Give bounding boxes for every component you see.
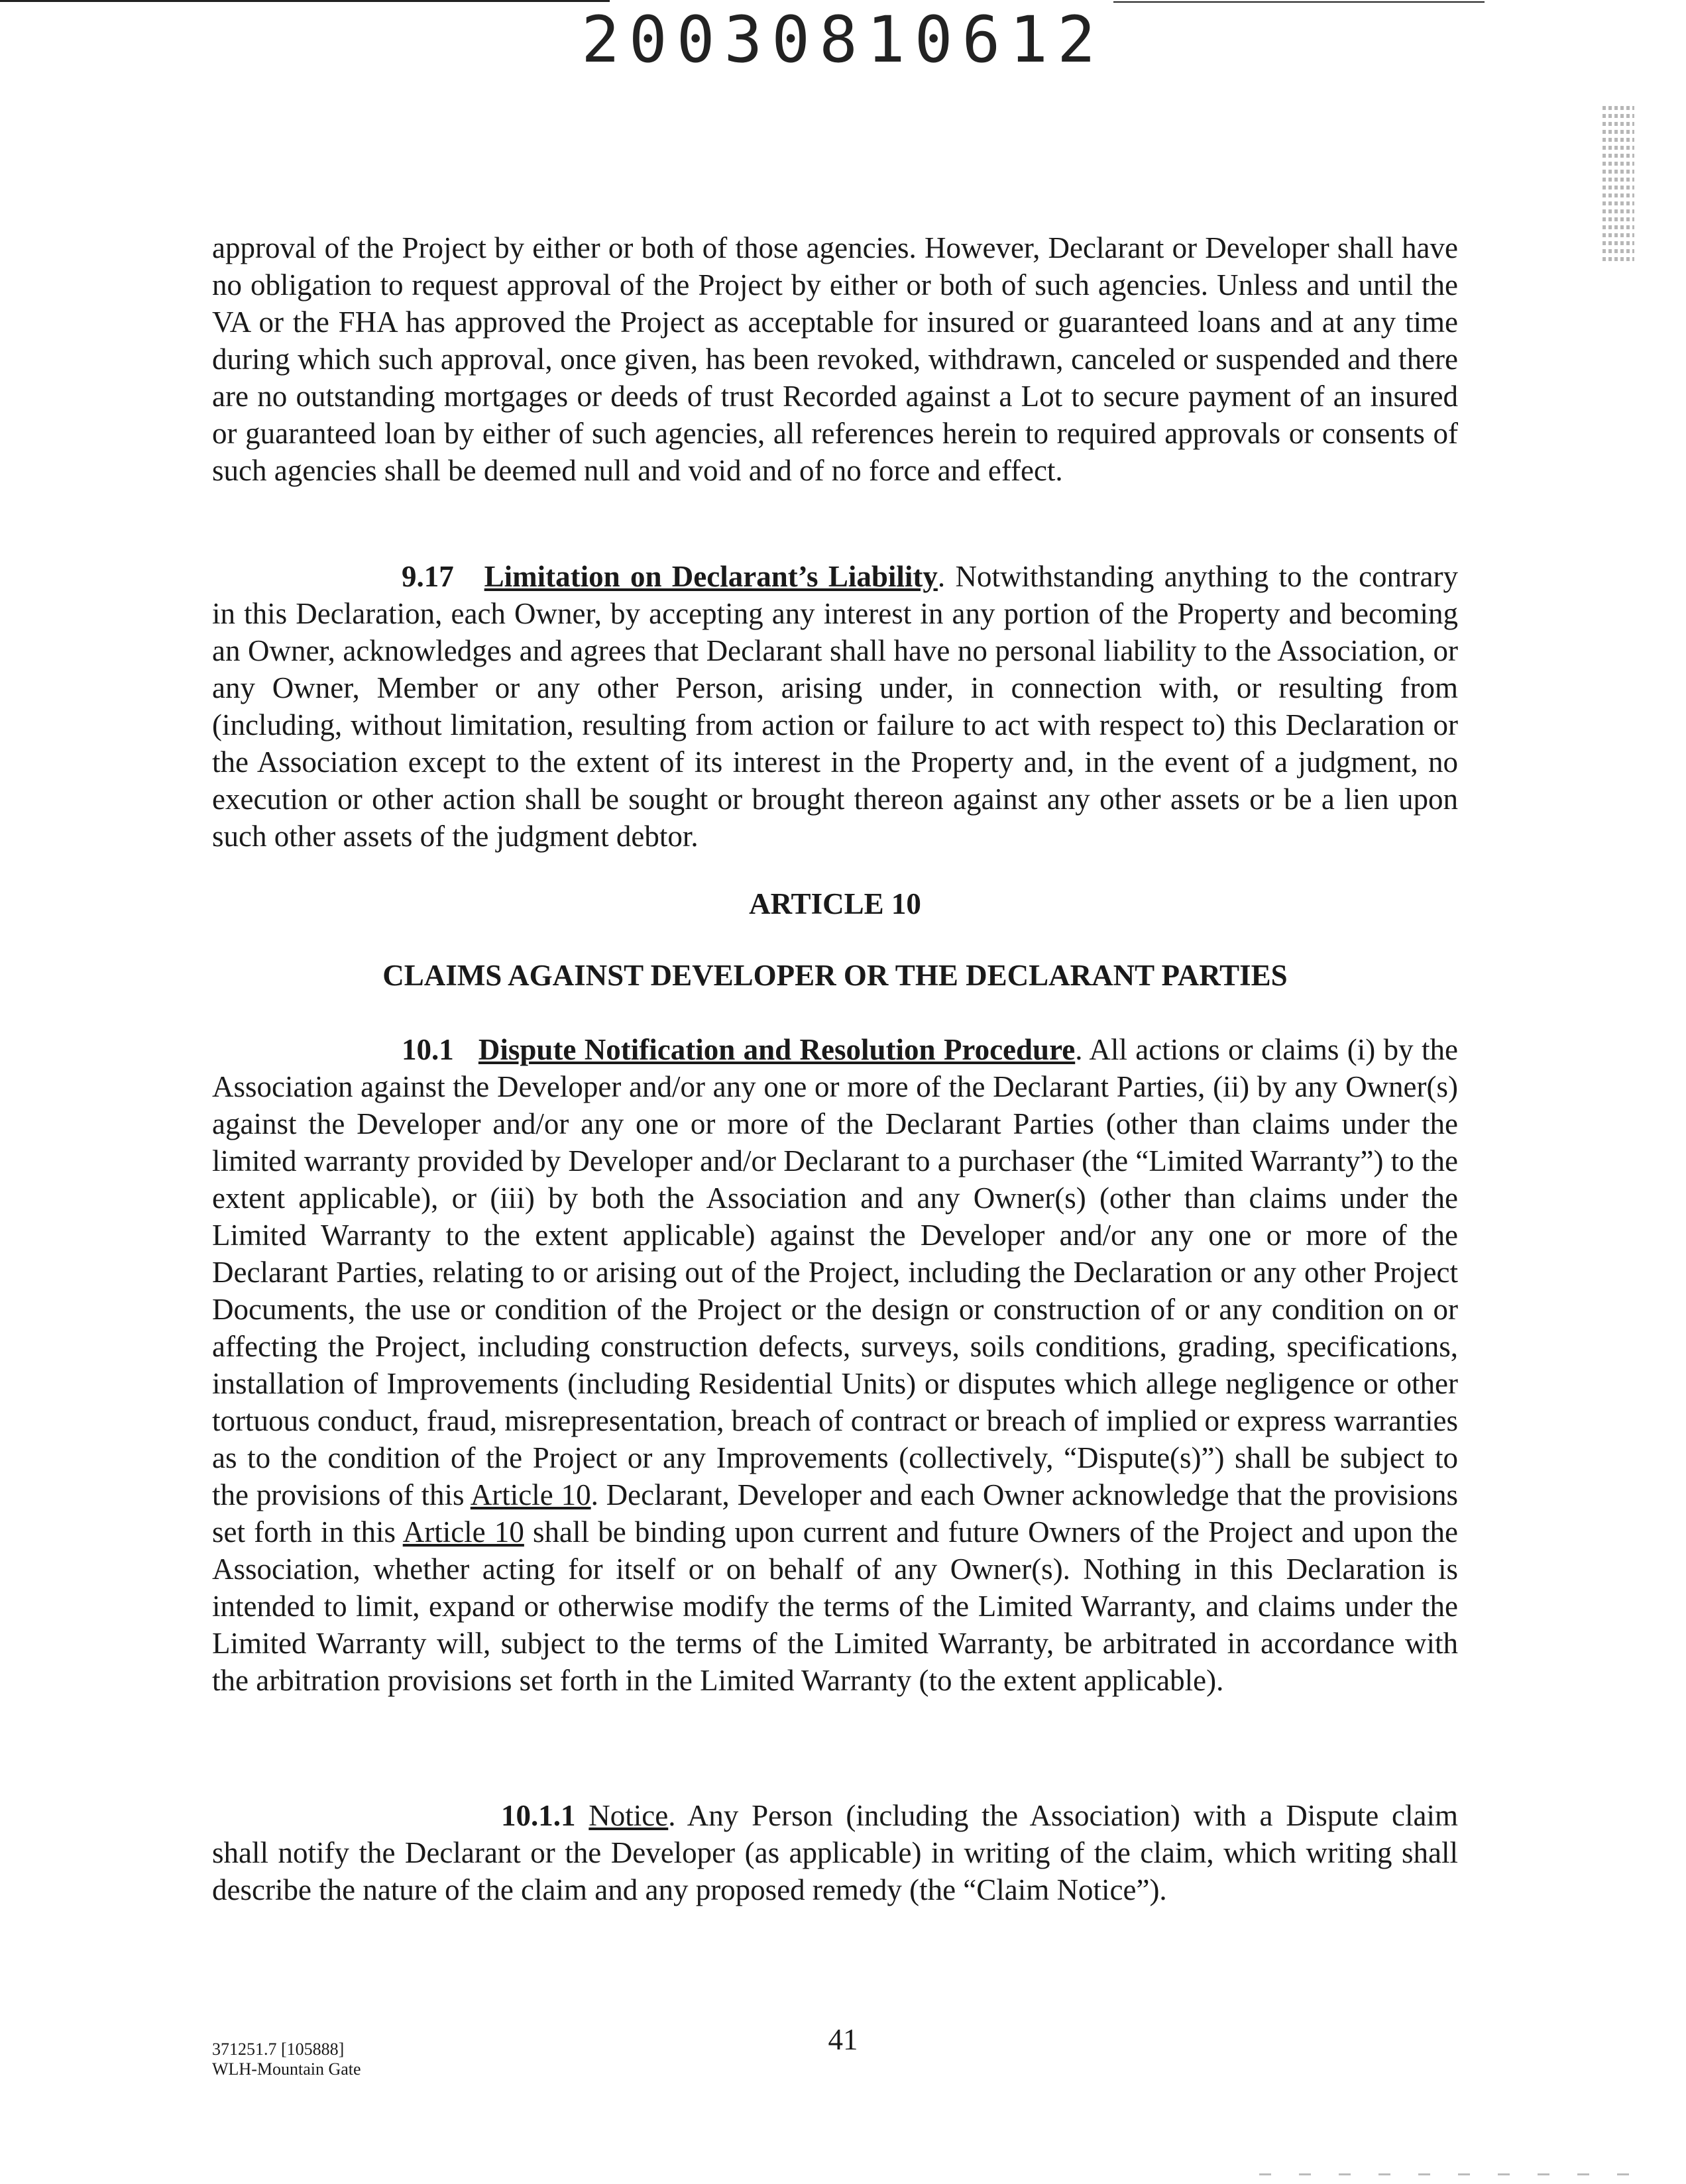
footer-ref-line: 371251.7 [105888]: [212, 2040, 345, 2059]
section-10-1: [212, 1031, 1458, 1699]
recording-stamp-marks: [1602, 106, 1634, 311]
section-number: 10.1: [402, 1033, 454, 1066]
article-reference: Article 10: [402, 1515, 524, 1549]
section-number: 9.17: [402, 560, 454, 593]
section-title: Notice: [589, 1799, 669, 1832]
section-number: 10.1.1: [501, 1799, 576, 1832]
article-reference: Article 10: [470, 1478, 591, 1511]
top-border-left: [0, 0, 610, 2]
section-9-17: [212, 558, 1458, 855]
section-body-a: . All actions or claims (i) by the Association against the Developer and/or any one or more of the Declarant Parties, (ii) by any Owner(s) against the Developer and/or any one or more of the Declarant Parties (other than claims under the limited warranty provided by Developer and/or Declarant to a purchaser (the “Limited Warranty”) to the extent applicable), or (iii) by both the Association and any Owner(s) (other than claims under the Limited Warranty to the extent applicable) against the Developer and/or any one or more of the Declarant Parties, relating to or arising out of the Project, including the Declaration or any other Project Documents, the use or condition of the Project or the design or construction of or any condition on or affecting the Project, including construction defects, surveys, soils conditions, grading, specifications, installation of Improvements (including Residential Units) or disputes which allege negligence or other tortuous conduct, fraud, misrepresentation, breach of contract or breach of implied or express warranties as to the condition of the Project or any Improvements (collectively, “Dispute(s)”) shall be subject to the provisions of this: [212, 1033, 1458, 1511]
scan-artifact: [1259, 2173, 1657, 2175]
footer-ref-line: WLH-Mountain Gate: [212, 2059, 361, 2079]
paragraph-continuation: approval of the Project by either or both of those agencies. However, Declarant or Developer shall have no obligation to request approval of the Project by either or both of such agencies. Unless and until the VA or the FHA has approved the Project as acceptable for insured or guaranteed loans and at any time during which such approval, once given, has been revoked, withdrawn, canceled or suspended and there are no outstanding mortgages or deeds of trust Recorded against a Lot to secure payment of an insured or guaranteed loan by either of such agencies, all references herein to required approvals or consents of such agencies shall be deemed null and void and of no force and effect.: [212, 231, 1458, 487]
section-body-b: . Declarant, Developer and each Owner acknowledge that the provisions set forth in this: [212, 1478, 1458, 1549]
section-10-1-1: [212, 1797, 1458, 1908]
section-body-c: shall be binding upon current and future Owners of the Project and upon the Association, whether acting for itself or on behalf of any Owner(s). Nothing in this Declaration is intended to limit, expand or otherwise modify the terms of the Limited Warranty, and claims under the Limited Warranty will, subject to the terms of the Limited Warranty, be arbitrated in accordance with the arbitration provisions set forth in the Limited Warranty (to the extent applicable).: [212, 1515, 1458, 1697]
article-title: CLAIMS AGAINST DEVELOPER OR THE DECLARANT PARTIES: [382, 959, 1288, 992]
article-label: ARTICLE 10: [749, 887, 921, 920]
document-number: 20030810612: [581, 3, 1105, 77]
section-title: Limitation on Declarant’s Liability: [484, 560, 938, 593]
section-title: Dispute Notification and Resolution Procedure: [478, 1033, 1076, 1066]
section-body: . Any Person (including the Association) with a Dispute claim shall notify the Declarant or the Developer (as applicable) in writing of the claim, which writing shall describe the nature of the claim and any proposed remedy (the “Claim Notice”).: [212, 1799, 1458, 1906]
section-body: . Notwithstanding anything to the contrary in this Declaration, each Owner, by accepting any interest in any portion of the Property and becoming an Owner, acknowledges and agrees that Declarant shall have no personal liability to the Association, or any Owner, Member or any other Person, arising under, in connection with, or resulting from (including, without limitation, resulting from action or failure to act with respect to) this Declaration or the Association except to the extent of its interest in the Property and, in the event of a judgment, no execution or other action shall be sought or brought thereon against any other assets or be a lien upon such other assets of the judgment debtor.: [212, 560, 1459, 853]
page-number: 41: [828, 2023, 858, 2056]
